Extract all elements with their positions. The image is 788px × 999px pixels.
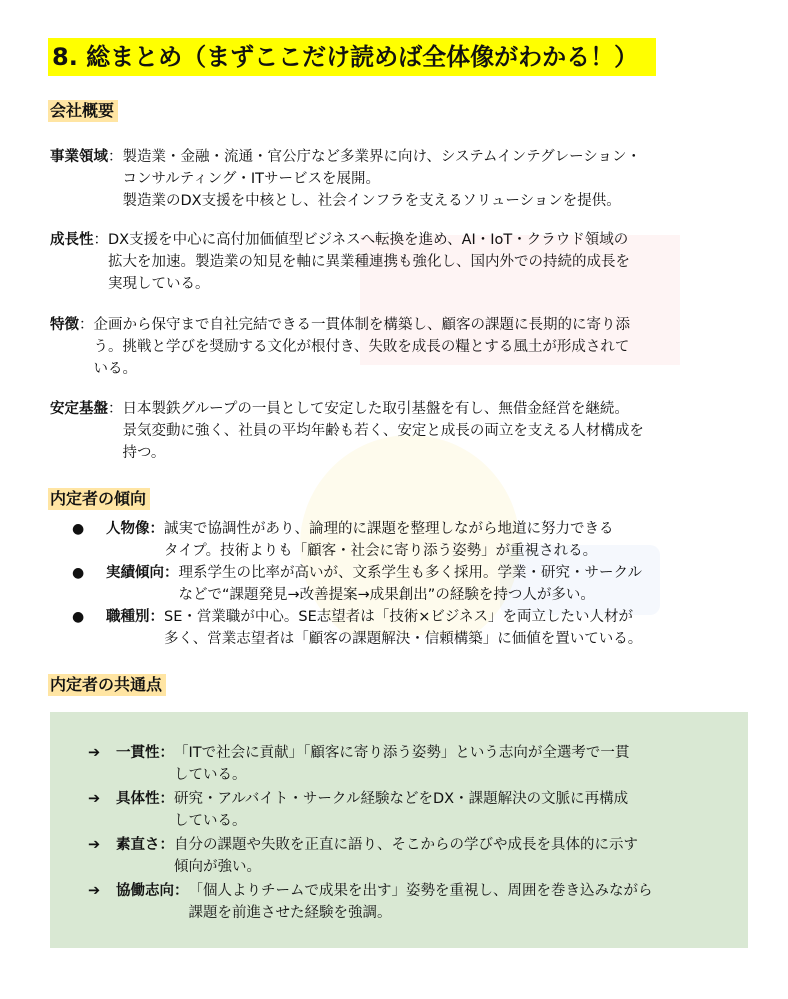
arrow-right-icon: ➔ (88, 837, 101, 853)
company-item-line: 製造業・金融・流通・官公庁など多業界に向け、システムインテグレーション・ (122, 149, 642, 165)
section-heading-company (48, 98, 118, 121)
tendency-line: タイプ。技術よりも「顧客・社会に寄り添う姿勢」が重視される。 (164, 543, 598, 559)
tendency-label: 実績傾向： (106, 565, 179, 581)
tendency-label: 人物像： (106, 521, 164, 537)
list-item (88, 880, 748, 924)
list-item (72, 606, 752, 650)
tendency-line: などで“課題発見→改善提案→成果創出”の経験を持つ人が多い。 (178, 587, 595, 603)
list-item (88, 788, 748, 832)
company-item-line: いる。 (93, 361, 137, 377)
company-item-label: 事業領域 (50, 149, 108, 165)
tendency-line: SE・営業職が中心。SE志望者は「技術×ビジネス」を両立したい人材が (164, 609, 633, 625)
arrow-right-icon: ➔ (88, 883, 101, 899)
company-item-line: 製造業のDX支援を中核とし、社会インフラを支えるソリューションを提供。 (122, 193, 621, 209)
company-item-features (50, 314, 750, 380)
label-separator: ： (79, 317, 94, 333)
bullet-icon: ● (72, 521, 85, 537)
tendency-label: 職種別： (106, 609, 164, 625)
section-heading-company-text: 会社概要 (48, 100, 118, 122)
trait-label: 協働志向： (116, 883, 189, 899)
company-item-line: う。挑戦と学びを奨励する文化が根付き、失敗を成長の糧とする風土が形成されて (93, 339, 630, 355)
page-title: 8. 総まとめ（まずここだけ読めば全体像がわかる！） (48, 38, 656, 76)
company-item-line: コンサルティング・ITサービスを展開。 (122, 171, 380, 187)
tendency-list (72, 518, 752, 650)
company-item-label: 成長性 (50, 232, 94, 248)
trait-line: 「ITで社会に貢献」「顧客に寄り添う姿勢」という志向が全選考で一貫 (174, 745, 630, 761)
common-traits-list (88, 742, 748, 926)
label-separator: ： (108, 401, 123, 417)
company-item-line: DX支援を中心に高付加価値型ビジネスへ転換を進め、AI・IoT・クラウド領域の (108, 232, 629, 248)
company-item-line: 日本製鉄グループの一員として安定した取引基盤を有し、無借金経営を継続。 (122, 401, 629, 417)
arrow-right-icon: ➔ (88, 745, 101, 761)
list-item (88, 742, 748, 786)
trait-line: 自分の課題や失敗を正直に語り、そこからの学びや成長を具体的に示す (174, 837, 638, 853)
trait-label: 具体性： (116, 791, 174, 807)
company-item-line: 景気変動に強く、社員の平均年齢も若く、安定と成長の両立を支える人材構成を (122, 423, 644, 439)
trait-line: している。 (174, 767, 247, 783)
trait-line: 研究・アルバイト・サークル経験などをDX・課題解決の文脈に再構成 (174, 791, 629, 807)
label-separator: ： (108, 149, 123, 165)
tendency-line: 誠実で協調性があり、論理的に課題を整理しながら地道に努力できる (164, 521, 614, 537)
company-item-growth (50, 229, 750, 295)
tendency-line: 多く、営業志望者は「顧客の課題解決・信頼構築」に価値を置いている。 (164, 631, 643, 647)
list-item (88, 834, 748, 878)
section-heading-tendency (48, 486, 150, 509)
trait-label: 一貫性： (116, 745, 174, 761)
trait-line: 「個人よりチームで成果を出す」姿勢を重視し、周囲を巻き込みながら (188, 883, 653, 899)
company-item-stability (50, 398, 750, 464)
tendency-line: 理系学生の比率が高いが、文系学生も多く採用。学業・研究・サークル (178, 565, 643, 581)
list-item (72, 518, 752, 562)
company-item-label: 特徴 (50, 317, 79, 333)
trait-line: 傾向が強い。 (174, 859, 261, 875)
company-item-line: 持つ。 (122, 445, 166, 461)
company-item-line: 拡大を加速。製造業の知見を軸に異業種連携も強化し、国内外での持続的成長を (108, 254, 630, 270)
company-item-business (50, 146, 750, 212)
section-heading-tendency-text: 内定者の傾向 (48, 488, 150, 510)
trait-line: 課題を前進させた経験を強調。 (188, 905, 392, 921)
company-item-label: 安定基盤 (50, 401, 108, 417)
section-heading-common-text: 内定者の共通点 (48, 674, 166, 696)
company-item-line: 実現している。 (108, 276, 210, 292)
bullet-icon: ● (72, 565, 85, 581)
bullet-icon: ● (72, 609, 85, 625)
trait-label: 素直さ： (116, 837, 174, 853)
trait-line: している。 (174, 813, 247, 829)
list-item (72, 562, 752, 606)
company-item-line: 企画から保守まで自社完結できる一貫体制を構築し、顧客の課題に長期的に寄り添 (93, 317, 630, 333)
label-separator: ： (93, 232, 108, 248)
arrow-right-icon: ➔ (88, 791, 101, 807)
section-heading-common (48, 672, 166, 695)
